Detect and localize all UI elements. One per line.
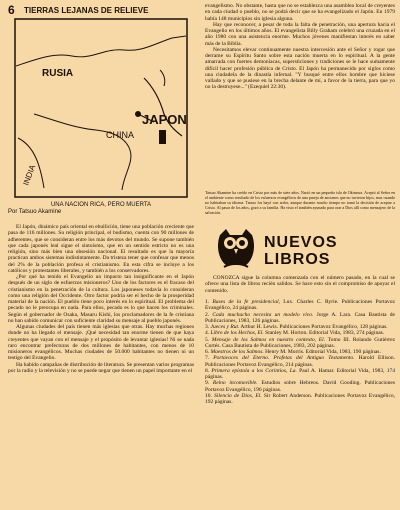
book-number: 4.: [205, 330, 210, 337]
book-details: Jorge A. Lara. Casa Bautista de Publicaciones, 1983, 126 páginas.: [205, 311, 395, 324]
new-books-heading-line2: LIBROS: [264, 251, 331, 268]
book-details: Harold Ellison. Publicaciones Portavoz Evangélico, 214 páginas.: [205, 355, 395, 368]
book-title: Silencio de Dios, El.: [214, 392, 262, 399]
map-label-russia: RUSIA: [42, 68, 74, 79]
paragraph: ¿Por qué ha tenido el Evangelio un impacto tan insignificante en el Japón después de un siglo de esfuerzos misioneros? Uno de los factores es el fracaso del cristianismo en la penetración de la cultura. Los japoneses todavía lo consideran como una religión del Occidente. Otro factor podría ser el hecho de la prosperidad material de la nación. El pueblo tiene poco interés en lo espiritual. El problema del pecado no le preocupa en nada. Para ellos, pecado es lo que hacen los criminales. Según el gobernador de Osaka, Masaru Kishi, los proclamadores de la fe cristiana no han sabido comunicar con suficiente claridad su mensaje al pueblo japonés.: [8, 274, 194, 324]
book-number: 2.: [205, 311, 210, 318]
book-number: 1.: [205, 299, 210, 305]
book-title: Jueces y Rut.: [210, 324, 240, 330]
owl-icon: [214, 225, 258, 269]
book-title: Mensaje de los Salmos en nuestro contexto, El.: [211, 336, 326, 343]
article-body-right: [205, 3, 395, 91]
map-caption: UNA NACION RICA, PERO MUERTA: [50, 202, 152, 208]
book-number: 9.: [205, 380, 210, 387]
book-details: Stanley M. Horton. Editorial Vida, 1983, 274 páginas.: [263, 330, 385, 337]
intro-paragraph: CONOZCA sigue la columna comenzada con el número pasado, en la cual se ofrece una lista de libros recién salidos. Se hace esto sin el compromiso de apoyar el contenido.: [205, 275, 395, 294]
book-title: Libro de los Hechos, El.: [210, 330, 264, 337]
book-details: Lux. Charles C. Ryrie. Publicaciones Portavoz Evangélico, 24 páginas.: [205, 299, 395, 312]
book-list-item: [205, 393, 395, 406]
book-details: Henry M. Morris. Editorial Vida, 1983, 190 páginas.: [263, 349, 381, 355]
book-details: Paul A. Hamar. Editorial Vida, 1983, 174 páginas.: [205, 367, 395, 380]
book-list-item: [205, 312, 395, 325]
paragraph: Algunas ciudades del país tienen más iglesias que otras. Hay muchas regiones donde no ha llegado el mensaje. ¡Qué necesidad tan enorme tienen de que haya creyentes que vayan con el mensaje y el propósito de levantar iglesias! Ni se nada raro encontrar prefecturas de dos millones de habitantes, con menos de 10 misioneros evangélicos. Muchas ciudades de 50.000 habitantes no tienen ni un testigo del Evangelio.: [8, 324, 194, 362]
book-list-item: [205, 380, 395, 393]
book-list-item: [205, 299, 395, 312]
book-list-item: [205, 368, 395, 381]
book-number: 6.: [205, 349, 210, 355]
book-title: Primera epístola a los Corintios, La.: [211, 367, 297, 374]
book-number: 10.: [205, 392, 212, 399]
new-books-heading: [264, 234, 390, 268]
book-details: Sir Robert Anderson. Publicaciones Portavoz Evangélico, 192 páginas.: [205, 392, 396, 405]
new-books-heading-line1: NUEVOS: [264, 234, 338, 251]
map-illustration: [14, 18, 188, 198]
map-label-china: CHINA: [106, 130, 135, 140]
author-note: Tatsuo Akamine ha creído en Cristo por más de siete años. Nació en un pequeño isla de Okinawa. Aceptó al Señor en el ambiente como resultado de los esfuerzos evangélicos de una pareja de ancianos que no tuvieron hijos, mas cuando no habitaban su idioma. Tatsuo los hayó con ardor, aunque durante mucho tiempo no tomó la decisión de aceptar a Cristo. Al pasar de los años, gozó a su familia. Ha visto el también ayunado para orar a Dios allí como mensajero de la salvación.: [205, 190, 395, 215]
book-number: 7.: [205, 355, 210, 362]
owl-illustration: [214, 225, 258, 269]
book-title: Bases de la fe presidencial,: [212, 299, 280, 305]
paragraph: Hay que reconocer, a pesar de toda la falta de penetración, una apertura hacia el Evangelio en los últimos años. El evangelista Billy Graham celebró una cruzada en el año 1980 con una asistencia enorme. Muchos jóvenes manifiestan interés en saber más de la Biblia.: [205, 21, 395, 47]
book-title: Maestros de los Salmos.: [210, 349, 264, 355]
book-details: Arthur H. Lewis. Publicaciones Portavoz Evangélico, 128 páginas.: [239, 324, 388, 330]
book-number: 5.: [205, 336, 210, 343]
page-header: [8, 4, 194, 17]
book-details: Tomo III. Rolando Gutiérrez Cortés. Casa Bautista de Publicaciones, 1983, 202 páginas.: [205, 336, 396, 349]
new-books-intro: [205, 275, 395, 294]
byline: Por Tatsuo Akamine: [8, 209, 62, 215]
book-title: Reino incomovible.: [212, 380, 258, 387]
book-number: 3.: [205, 324, 210, 330]
book-list: [205, 299, 395, 405]
map-label-japan: JAPON: [142, 112, 187, 127]
book-title: Portavoces del Eterno. Profetas del Antiguo Testamento.: [213, 355, 355, 362]
book-details: Estudios sobre Hebreos. David Gooding. Publicaciones Portavoz Evangélico, 196 páginas.: [205, 380, 395, 393]
map-label-india: INDIA: [21, 163, 38, 187]
book-list-item: [205, 355, 395, 368]
page-number: 6: [8, 3, 15, 17]
paragraph: Necesitamos elevar continuamente nuestra intercesión ante el Señor y rogar que derrame su Espíritu Santo sobre esta nación muerta en lo espiritual. A la gente amarrada con fuertes demoníacas, supersticiones y tradiciones se le hace sumamente difícil hacer profesión pública de Cristo. El Japón ha permanecido por siglos como una ciudadela de la dinastía infernal. "Y busqué entre ellos hombre que hiciese vallado y que se pusiese en la brecha delante de mí, a favor de la tierra, para que yo no la destruyese..." (Ezequiel 22:30).: [205, 46, 395, 91]
book-number: 8.: [205, 367, 210, 374]
asia-map: [14, 18, 188, 198]
paragraph: Ha habido campañas de distribución de literatura. Se presentan varios programas por la radio y la televisión y no se puede negar que tienen un papel importante en el: [8, 361, 194, 374]
paragraph: evangelismo. No obstante, hasta que no se establezca una asamblea local de creyentes en cada ciudad o pueblo, no se podrá decir que se ha evangelizado el Japón. En 1979 había 148 municipios sin iglesia alguna.: [205, 3, 395, 22]
paragraph: El Japón, dinámico país oriental en ebullición, tiene una población creciente que pasa de 116 millones. Su religión principal, el budismo, cuenta con 90 millones de adherentes, que se consideran entre los más devotos del mundo. Se supone también que cada japonés leal sigue el sintoísmo, que en un sentido estricto no es una religión, sino más bien una obsesión nacional. El resultado es que la mayoría practican ambos sistemas indistintamente. Da tristeza tener que confesar que menos del 2% de la población profesa el cristianismo. En esta cifra se incluye a los católicos y protestantes liberales, y también a los conservadores.: [8, 224, 194, 274]
section-title: TIERRAS LEJANAS DE RELIEVE: [24, 6, 149, 15]
article-body-left: [8, 224, 194, 374]
book-list-item: [205, 337, 395, 350]
book-title: Cada muchacho necesita un modelo vivo.: [212, 311, 314, 318]
